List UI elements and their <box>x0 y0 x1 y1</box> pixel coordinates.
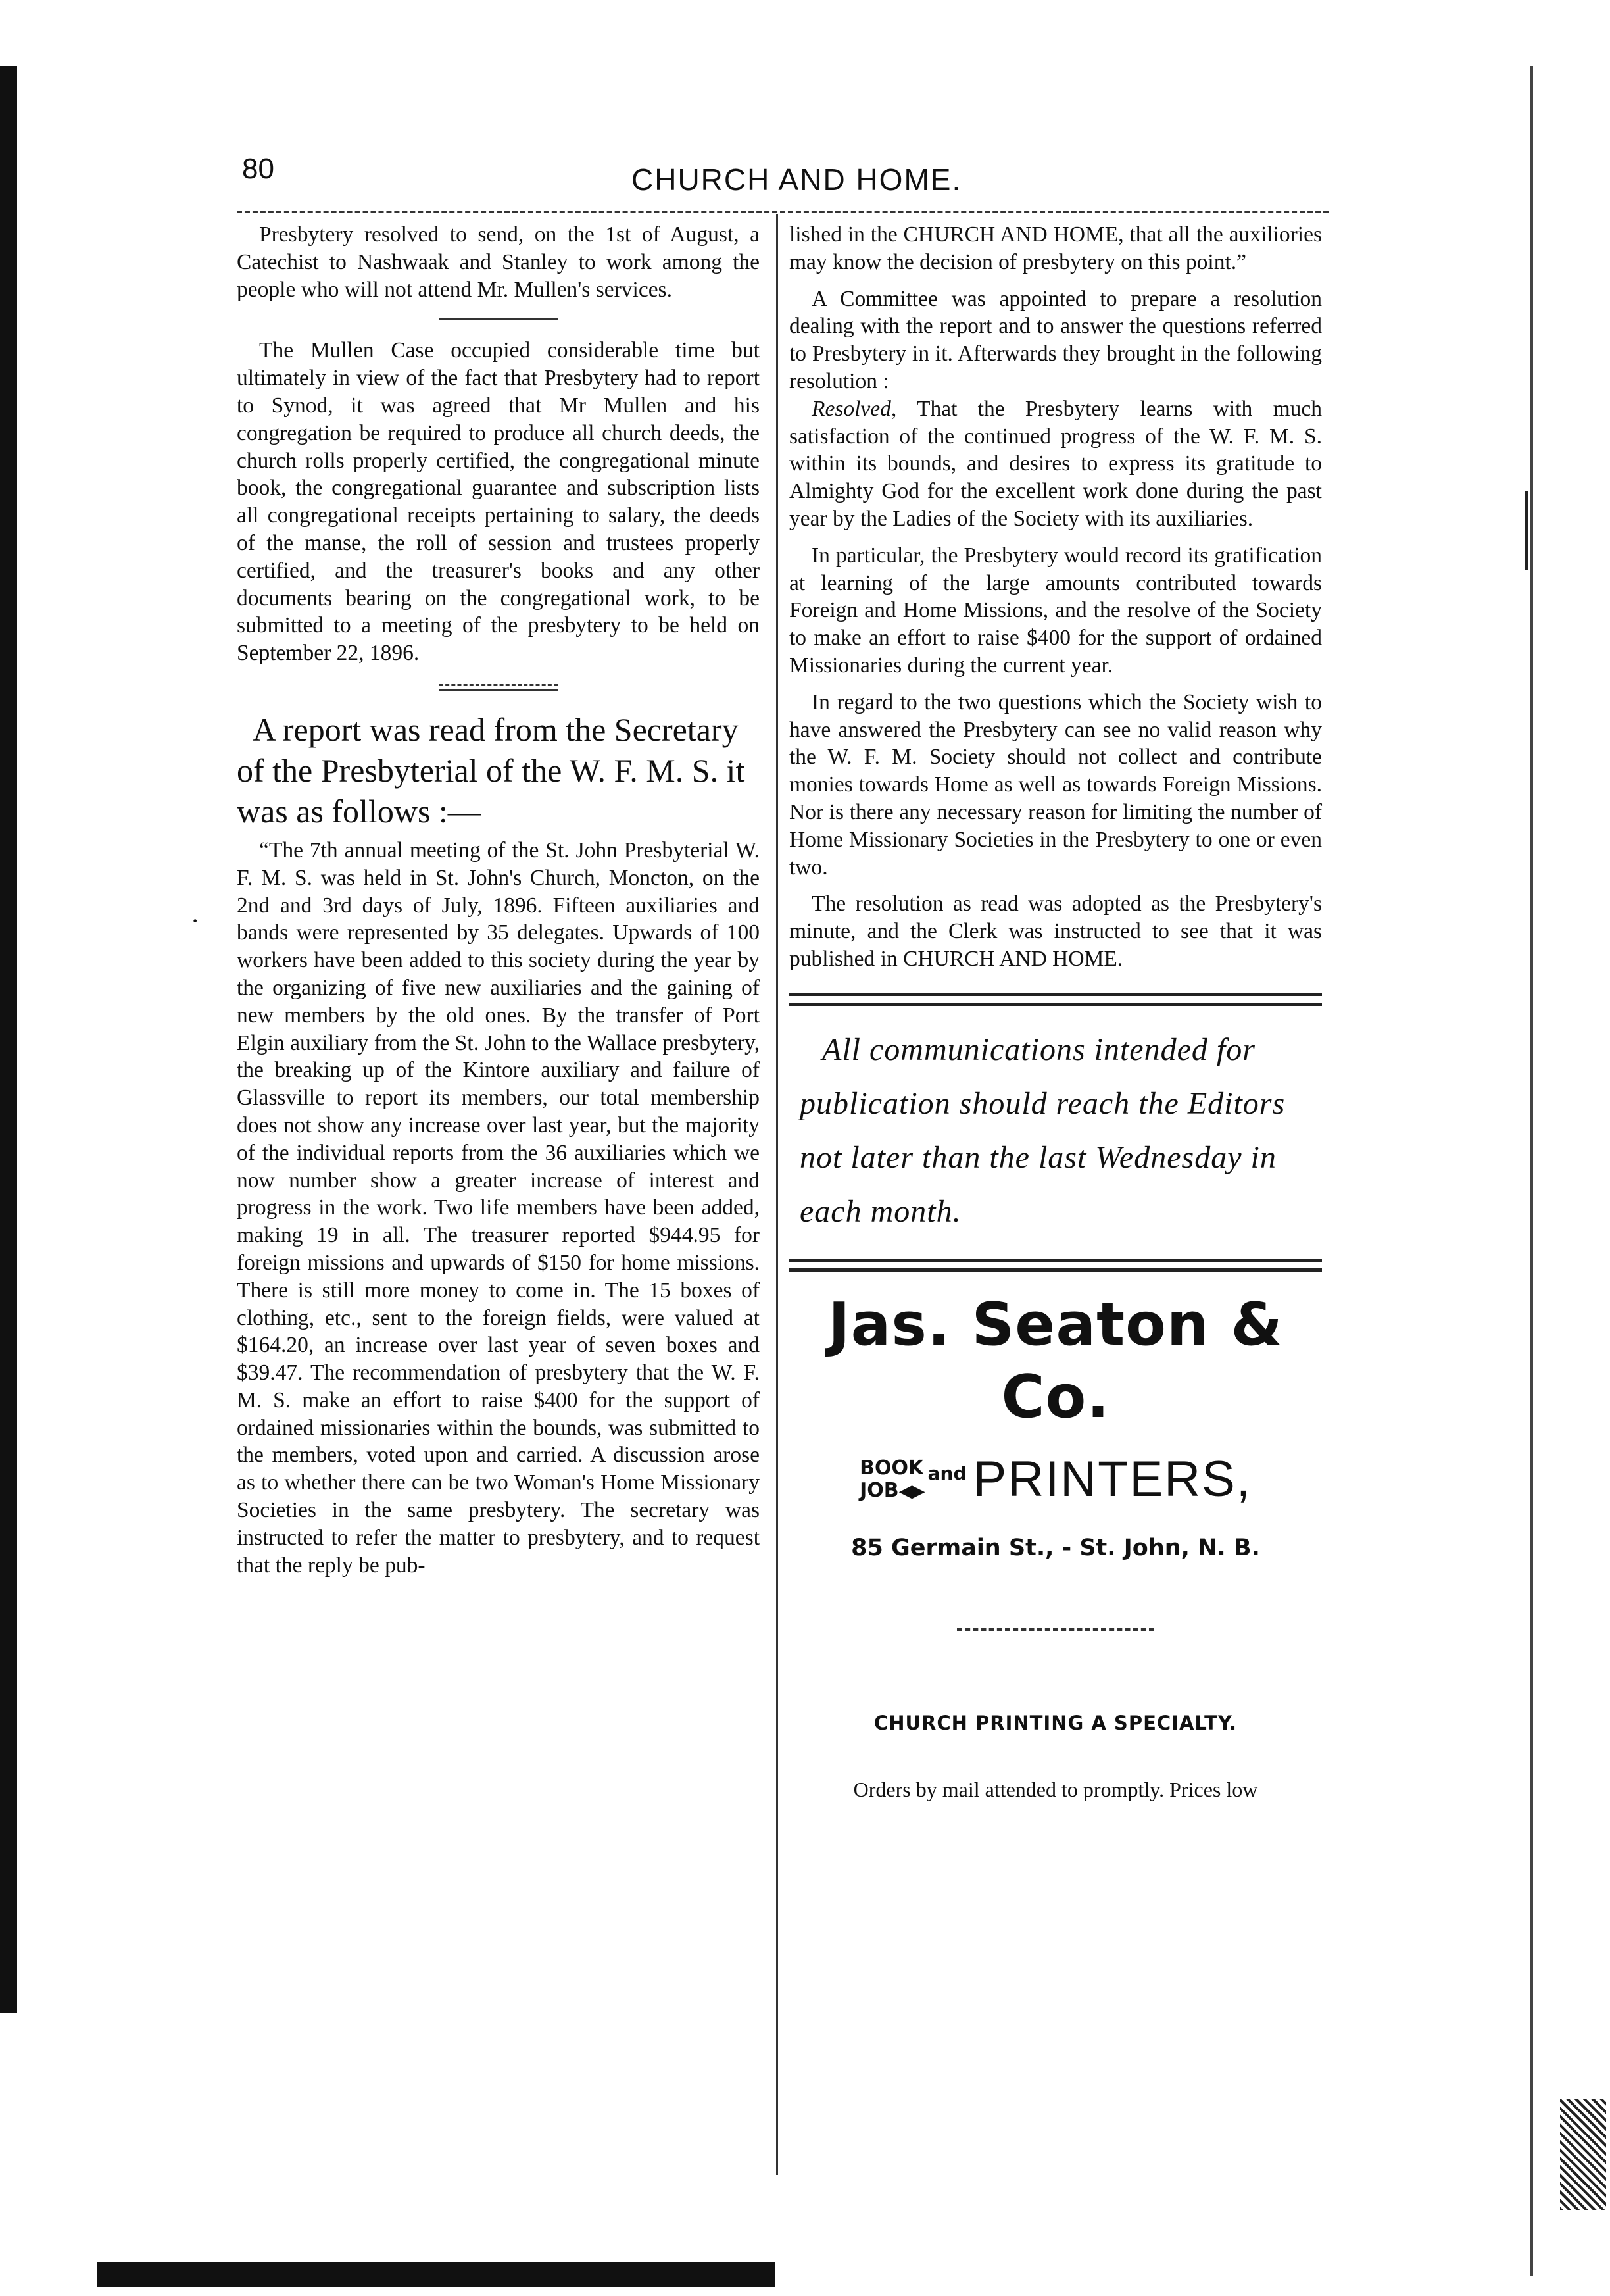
right-column <box>789 221 1322 1804</box>
paragraph-report-continued: lished in the CHURCH AND HOME, that all the auxiliories may know the decision of presbytery on this point.” <box>789 222 1322 274</box>
running-head: CHURCH AND HOME. <box>631 162 962 197</box>
scan-corner-artifact <box>1560 2099 1606 2210</box>
scan-left-edge <box>0 66 17 2013</box>
pointing-hand-icon: ◀▶ <box>898 1481 925 1501</box>
kind-job: JOB◀▶ <box>860 1478 925 1502</box>
column-divider <box>776 214 778 2175</box>
printer-kinds <box>860 1457 925 1502</box>
margin-tick-mark <box>1525 491 1528 570</box>
resolved-word: Resolved, <box>812 396 897 421</box>
paragraph-annual-report: “The 7th annual meeting of the St. John Presbyterial W. F. M. S. was held in St. John's Church, Moncton, on the 2nd and 3rd days of July, 1896. Fifteen auxiliaries and bands were represented by 35 delegates. Upwards of 100 workers have been added to this society during the year by the organizing of five new auxiliaries and the gaining of new members by the old ones. By the transfer of Port Elgin auxiliary from the St. John to the Wallace presbytery, the breaking up of the Kintore auxiliary and failure of Glassville to report its members, our total membership does not show any increase over last year, but the majority of the individual reports from the 36 auxiliaries which we now number show a greater increase of interest and progress in the work. Two life members have been added, making 19 in all. The treasurer reported $944.95 for foreign missions and upwards of $150 for home missions. There is still more money to come in. The 15 boxes of clothing, etc., sent to the foreign fields, were valued at $164.20, an increase over last year of seven boxes and $39.47. The recommendation of presbytery that the W. F. M. S. make an effort to raise $400 for the support of ordained missionaries within the bounds, was submitted to the members, voted upon and carried. A discussion arose as to whether there can be two Woman's Home Missionary Societies in the same presbytery. The secretary was instructed to refer the matter to presbytery, and to request that the reply be pub- <box>237 837 760 1578</box>
section-separator <box>439 318 558 320</box>
double-rule <box>789 993 1322 1006</box>
kind-book: BOOK <box>860 1456 924 1480</box>
header-rule <box>237 211 1329 213</box>
report-intro: A report was read from the Secretary of the Presbyterial of the W. F. M. S. it was as follows :— <box>237 711 745 830</box>
paragraph-resolved <box>789 395 1322 533</box>
editors-notice: All communications intended for publication should reach the Editors not later than the last Wednesday in each month. <box>800 1032 1286 1229</box>
specialty-line: CHURCH PRINTING A SPECIALTY. <box>873 1711 1238 1734</box>
paragraph-two-questions: In regard to the two questions which the Society wish to have answered the Presbytery can see no valid reason why the W. F. M. Society should not collect and contribute monies towards Home as well as towards Foreign Missions. Nor is there any necessary reason for limiting the number of Home Missionary Societies in the Presbytery to one or even two. <box>789 689 1322 880</box>
kind-and: and <box>927 1462 967 1484</box>
margin-bullet: · <box>191 906 200 936</box>
double-rule <box>789 1259 1322 1272</box>
paragraph-mullen-case: The Mullen Case occupied considerable time but ultimately in view of the fact that Presbytery had to report to Synod, it was agreed that Mr Mullen and his congregation be required to produce all church deeds, the church rolls properly certified, the congregational minute book, the congregational guarantee and subscription lists all congregational receipts pertaining to salary, the deeds of the manse, the roll of session and trustees properly certified, and the treasurer's books and any other documents bearing on the congregational work, to be submitted to a meeting of the presbytery to be held on September 22, 1896. <box>237 338 760 666</box>
scan-right-edge <box>1530 66 1533 2276</box>
section-separator <box>439 684 558 691</box>
advertiser-address: 85 Germain St., - St. John, N. B. <box>851 1534 1260 1561</box>
orders-line: Orders by mail attended to promptly. Prices low <box>853 1778 1258 1802</box>
printers-line <box>789 1451 1322 1507</box>
left-column <box>237 221 760 1579</box>
resolved-text: That the Presbytery learns with much satisfaction of the continued progress of the W. F. M. S. within its bounds, and desires to express its gratitude to Almighty God for the excellent work done during the past year by the Ladies of the Society with its auxiliaries. <box>789 396 1322 531</box>
short-rule <box>957 1628 1154 1631</box>
paragraph-committee: A Committee was appointed to prepare a resolution dealing with the report and to answer the questions referred to Presbytery in it. Afterwards they brought in the following resolution : <box>789 286 1322 393</box>
paragraph-catechist: Presbytery resolved to send, on the 1st of August, a Catechist to Nashwaak and Stanley to work among the people who will not attend Mr. Mullen's services. <box>237 222 760 302</box>
page-number: 80 <box>242 153 274 185</box>
advertiser-name: Jas. Seaton & Co. <box>828 1289 1283 1432</box>
printers-word: PRINTERS, <box>973 1451 1252 1507</box>
paragraph-adopted: The resolution as read was adopted as the Presbytery's minute, and the Clerk was instructed to see that it was published in CHURCH AND HOME. <box>789 891 1322 971</box>
paragraph-particular: In particular, the Presbytery would record its gratification at learning of the large amounts contributed towards Foreign and Home Missions, and the resolve of the Society to make an effort to raise $400 for the support of ordained Missionaries during the current year. <box>789 543 1322 678</box>
scan-bottom-bar <box>97 2262 775 2287</box>
